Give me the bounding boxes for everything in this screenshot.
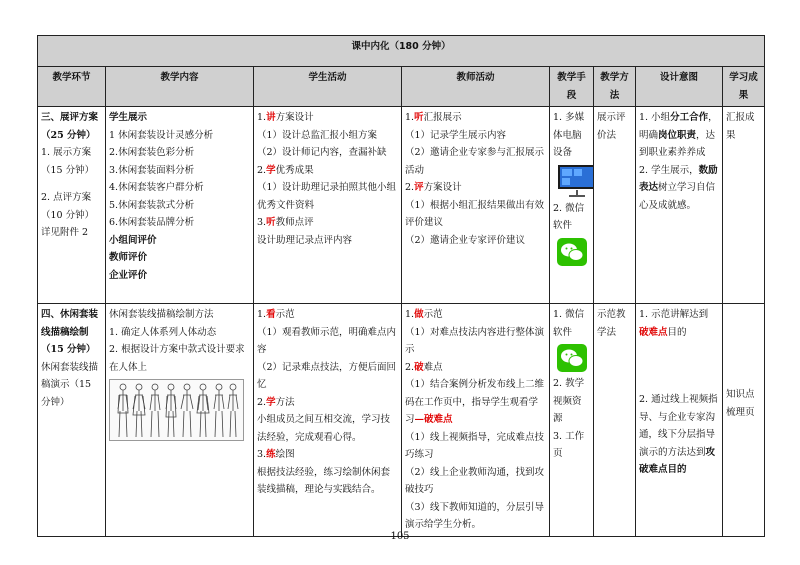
step-title: 示范: [423, 309, 443, 320]
step-number: 1.: [257, 112, 267, 123]
wechat-icon: [557, 344, 587, 372]
stage-sub: 2. 点评方案（10 分钟）: [41, 192, 95, 221]
table-row: [38, 107, 765, 304]
step-number: 1.: [405, 309, 415, 320]
means-cell: [550, 107, 594, 304]
step-keyword: 学: [266, 164, 276, 176]
step-detail: 根据技法经验，练习绘制休闲套装线描稿，理论与实践结合。: [257, 466, 391, 495]
stage-name: 四、休闲套装线描稿绘制（15 分钟）: [41, 309, 99, 355]
outcome-text: 知识点梳理页: [726, 389, 755, 418]
method-cell: 展示评价法: [594, 107, 636, 304]
step-detail: （1）设计总监汇报小组方案: [257, 129, 378, 141]
step-detail: （2）记录难点技法，方便后面回忆: [257, 361, 397, 390]
step-number: 3.: [257, 449, 267, 460]
content-heading: 休闲套装线描稿绘制方法: [109, 309, 214, 320]
header-intent: 设计意图: [636, 67, 723, 107]
step-number: 3.: [257, 217, 267, 228]
step-keyword: 破: [414, 361, 424, 373]
intent-bold: 数励表达: [639, 164, 718, 193]
wechat-icon: [557, 238, 587, 266]
list-item: 2.休闲套装色彩分析: [109, 147, 195, 158]
step-detail: （1）线上视频指导，完成难点技巧练习: [405, 431, 545, 460]
content-cell: [106, 107, 254, 304]
lesson-plan-table: [37, 35, 765, 537]
fashion-sketch-image: [109, 379, 244, 441]
content-cell: [106, 304, 254, 537]
step-number: 2.: [257, 396, 267, 408]
header-content: 教学内容: [106, 67, 254, 107]
list-item: 5.休闲套装款式分析: [109, 199, 195, 211]
means-item: 1. 微信软件: [553, 309, 585, 338]
step-detail: （1）观看教师示范，明确难点内容: [257, 326, 397, 355]
content-heading: 学生展示: [109, 112, 148, 123]
eval-item: 小组间评价: [109, 234, 157, 246]
intent-text: 1. 示范讲解达到: [639, 309, 709, 320]
intent-bold: 攻破难点目的: [639, 446, 716, 475]
eval-item: 企业评价: [109, 269, 148, 281]
step-keyword: 讲: [266, 112, 276, 123]
intent-text: ，明确: [639, 112, 718, 141]
teacher-activity-cell: [402, 304, 550, 537]
header-stage: 教学环节: [38, 67, 106, 107]
page-number: 105: [390, 531, 410, 542]
list-item: 2. 根据设计方案中款式设计要求在人体上: [109, 344, 245, 373]
list-item: 3.休闲套装面料分析: [109, 164, 195, 176]
list-item: 1. 确定人体系列人体动态: [109, 326, 217, 338]
eval-item: 教师评价: [109, 252, 148, 263]
list-item: 1 休闲套装设计灵感分析: [109, 129, 214, 141]
header-method: 教学方法: [594, 67, 636, 107]
step-title: 方案设计: [423, 182, 462, 193]
method-cell: 示范教学法: [594, 304, 636, 537]
step-number: 1.: [257, 309, 267, 320]
step-detail: 小组成员之间互相交流，学习技法经验，完成观看心得。: [257, 414, 391, 443]
table-row: [38, 304, 765, 537]
stage-ref: 详见附件 2: [41, 227, 89, 238]
step-detail: 设计助理记录点评内容: [257, 234, 353, 246]
table-title: 课中内化（180 分钟）: [38, 36, 765, 67]
header-means: 教学手段: [550, 67, 594, 107]
intent-bold: 岗位职责: [658, 129, 697, 141]
step-number: 2.: [405, 182, 415, 193]
spacer: [41, 179, 102, 189]
means-item: 1. 多媒体电脑设备: [553, 112, 585, 158]
step-title: 教师点评: [275, 217, 314, 228]
intent-text: 1. 小组: [639, 112, 671, 123]
step-title: 方法: [275, 396, 295, 408]
step-keyword: 听: [414, 112, 424, 123]
intent-cell: [636, 107, 723, 304]
step-number: 2.: [405, 361, 415, 373]
stage-cell: [38, 107, 106, 304]
intent-bold: 分工合作: [670, 112, 709, 123]
stage-cell: [38, 304, 106, 537]
step-detail: （1）对难点技法内容进行整体演示: [405, 326, 545, 355]
step-keyword: 学: [266, 396, 276, 408]
step-detail: （2）邀请企业专家评价建议: [405, 234, 526, 246]
means-item: 2. 教学视频资源: [553, 378, 585, 424]
step-detail: （1）记录学生展示内容: [405, 129, 507, 141]
step-keyword: 看: [266, 309, 276, 320]
step-keyword: —破难点: [414, 414, 453, 425]
student-activity-cell: [254, 107, 402, 304]
monitor-icon: [557, 164, 594, 198]
means-item: 2. 微信软件: [553, 202, 585, 231]
intent-cell: [636, 304, 723, 537]
step-detail: （2）邀请企业专家参与汇报展示活动: [405, 147, 545, 176]
intent-text: 2. 学生展示，: [639, 164, 699, 176]
header-student-activity: 学生活动: [254, 67, 402, 107]
step-title: 汇报展示: [423, 112, 462, 123]
step-detail: （1）根据小组汇报结果做出有效评价建议: [405, 199, 545, 228]
spacer: [639, 341, 719, 391]
header-outcome: 学习成果: [723, 67, 765, 107]
step-detail: （2）线上企业教师沟通，找到攻破技巧: [405, 466, 545, 495]
step-number: 2.: [257, 164, 267, 176]
intent-text: 2. 通过线上视频指导、与企业专家沟通，线下分层指导演示的方法达到: [639, 394, 718, 458]
step-detail: （3）线下教师知道的，分层引导演示给学生分析。: [405, 501, 545, 530]
step-keyword: 听: [266, 217, 276, 228]
stage-sub: 休闲套装线描稿演示（15 分钟）: [41, 361, 99, 408]
stage-name: 三、展评方案（25 分钟）: [41, 112, 99, 141]
list-item: 6.休闲套装品牌分析: [109, 217, 195, 228]
step-number: 1.: [405, 112, 415, 123]
means-item: 3. 工作页: [553, 430, 585, 459]
outcome-cell: [723, 304, 765, 537]
outcome-cell: 汇报成果: [723, 107, 765, 304]
header-row: [38, 67, 765, 107]
intent-text: ，达到职业素养养成: [639, 129, 716, 158]
intent-text: 树立学习自信心及成就感。: [639, 182, 716, 211]
step-title: 方案设计: [275, 112, 314, 123]
intent-text: 目的: [667, 326, 687, 338]
header-teacher-activity: 教师活动: [402, 67, 550, 107]
spacer: [726, 306, 761, 386]
step-keyword: 练: [266, 449, 276, 460]
step-detail: （1）结合案例分析发布线上二维码在工作页中，指导学生观看学习: [405, 379, 545, 425]
teacher-activity-cell: [402, 107, 550, 304]
step-detail: （2）设计师记内容，查漏补缺: [257, 147, 387, 158]
step-title: 难点: [423, 361, 443, 373]
student-activity-cell: [254, 304, 402, 537]
step-keyword: 评: [414, 182, 424, 193]
intent-keyword: 破难点: [639, 326, 668, 338]
step-keyword: 做: [414, 309, 424, 320]
stage-sub: 1. 展示方案（15 分钟）: [41, 147, 95, 176]
step-title: 绘图: [275, 449, 295, 460]
step-title: 优秀成果: [275, 164, 314, 176]
means-cell: [550, 304, 594, 537]
list-item: 4.休闲套装客户群分析: [109, 182, 204, 193]
step-title: 示范: [275, 309, 295, 320]
step-detail: （1）设计助理记录拍照其他小组优秀文件资料: [257, 182, 397, 211]
